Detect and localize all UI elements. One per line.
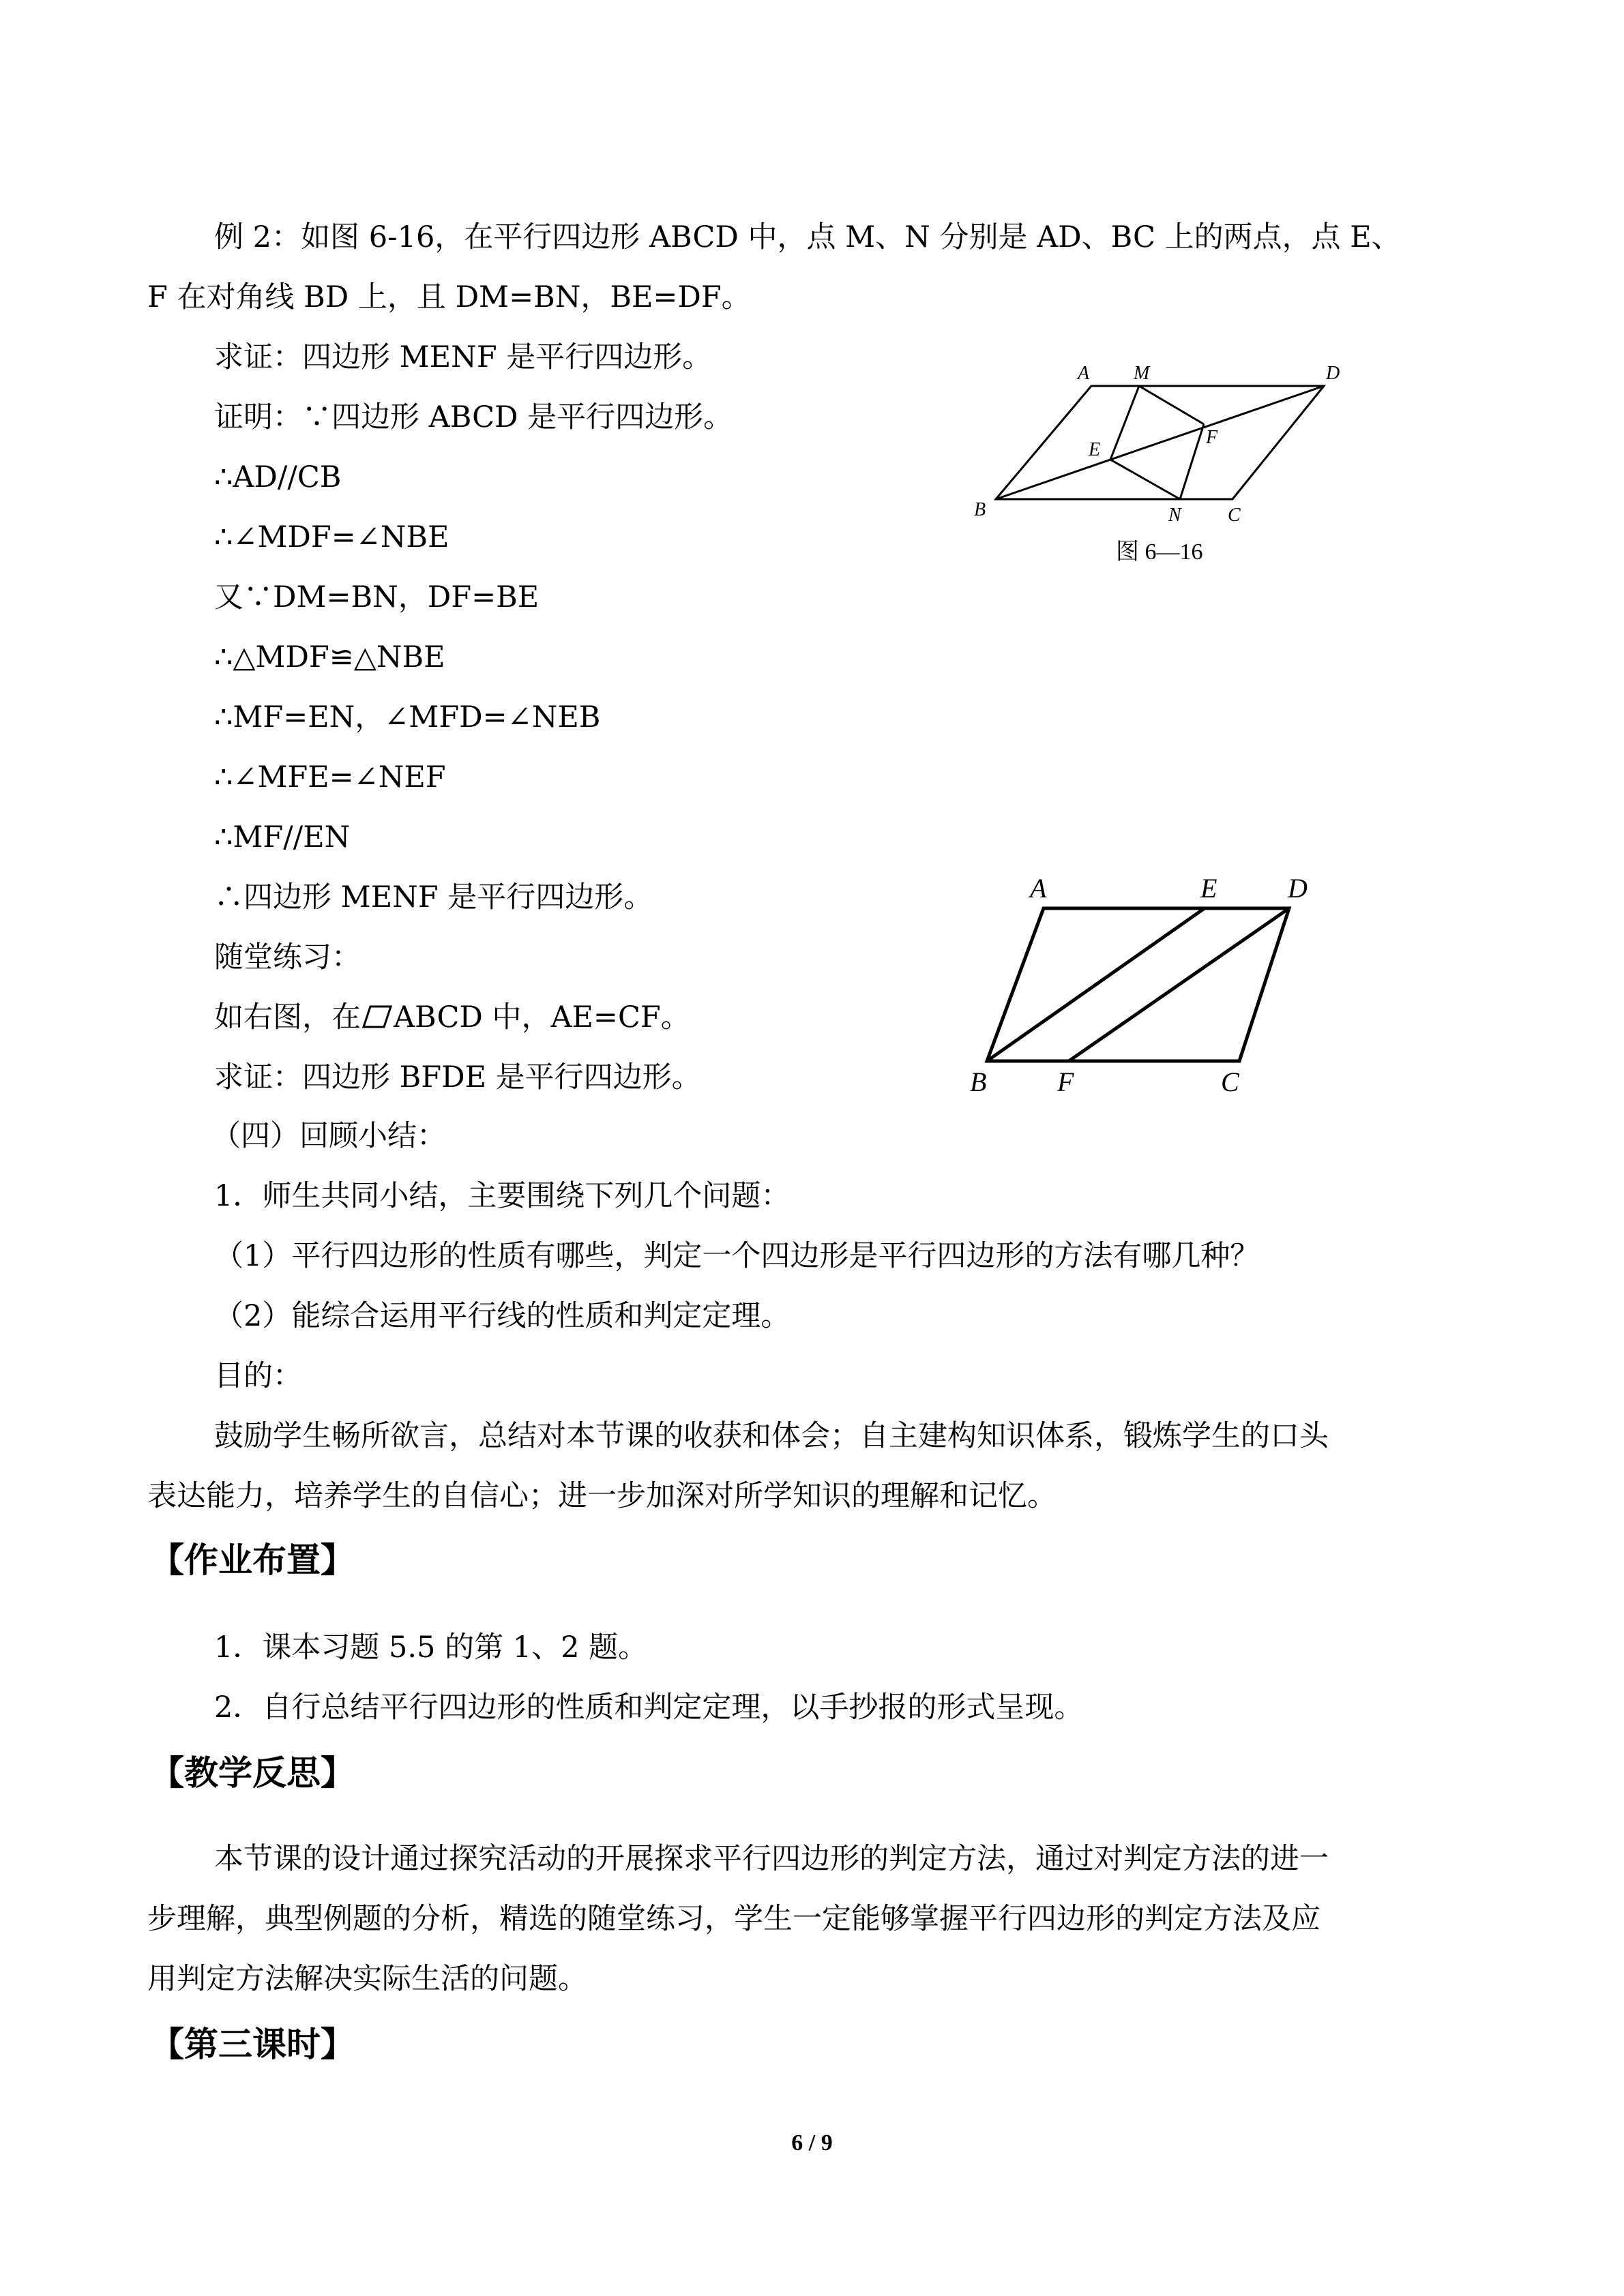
practice-line-1 xyxy=(214,997,690,1038)
proof-line: ∴MF//EN xyxy=(214,820,351,854)
proof-line: ∴AD//CB xyxy=(214,460,342,494)
review-sub-2: （2）能综合运用平行线的性质和判定定理。 xyxy=(214,1299,791,1333)
purpose-title: 目的： xyxy=(214,1359,302,1393)
proof-line: ∴四边形 MENF 是平行四边形。 xyxy=(214,880,653,914)
reflection-line-2: 步理解，典型例题的分析，精选的随堂练习，学生一定能够掌握平行四边形的判定方法及应 xyxy=(147,1902,1320,1936)
proof-line: ∴MF=EN，∠MFD=∠NEB xyxy=(214,700,601,734)
purpose-line-2: 表达能力，培养学生的自信心；进一步加深对所学知识的理解和记忆。 xyxy=(147,1479,1057,1513)
example-line-2: F 在对角线 BD 上，且 DM=BN，BE=DF。 xyxy=(147,280,751,314)
proof-line: ∴∠MDF=∠NBE xyxy=(214,520,449,554)
homework-item-1: 1．课本习题 5.5 的第 1、2 题。 xyxy=(214,1630,648,1665)
label-M: M xyxy=(1134,363,1150,384)
review-item-1: 1．师生共同小结，主要围绕下列几个问题： xyxy=(214,1179,791,1213)
figure-practice xyxy=(962,866,1344,1105)
label-N: N xyxy=(1168,505,1181,526)
label-F: F xyxy=(1057,1067,1074,1097)
reflection-line-3: 用判定方法解决实际生活的问题。 xyxy=(147,1962,587,1996)
proof-line: ∴△MDF≌△NBE xyxy=(214,640,445,674)
label-B: B xyxy=(974,499,986,520)
practice-text: 如右图，在 xyxy=(214,1000,361,1034)
label-A: A xyxy=(1030,873,1047,904)
practice-text: ABCD 中，AE=CF。 xyxy=(394,1000,690,1034)
example-prove: 求证：四边形 MENF 是平行四边形。 xyxy=(214,340,712,374)
label-F: F xyxy=(1206,427,1218,448)
label-E: E xyxy=(1200,873,1217,904)
parallelogram-icon xyxy=(362,1004,392,1030)
reflection-line-1: 本节课的设计通过探究活动的开展探求平行四边形的判定方法，通过对判定方法的进一 xyxy=(214,1842,1329,1876)
third-lesson-heading: 【第三课时】 xyxy=(150,2025,355,2064)
example-line-1: 例 2：如图 6-16，在平行四边形 ABCD 中，点 M、N 分别是 AD、BC 上的两点，点 E、 xyxy=(214,220,1401,254)
review-sub-1: （1）平行四边形的性质有哪些，判定一个四边形是平行四边形的方法有哪几种？ xyxy=(214,1239,1260,1273)
label-B: B xyxy=(970,1067,987,1097)
purpose-line-1: 鼓励学生畅所欲言，总结对本节课的收获和体会；自主建构知识体系，锻炼学生的口头 xyxy=(214,1419,1329,1453)
homework-item-2: 2．自行总结平行四边形的性质和判定定理，以手抄报的形式呈现。 xyxy=(214,1690,1084,1725)
figure-6-16 xyxy=(962,355,1357,573)
proof-line: 又∵DM=BN，DF=BE xyxy=(214,580,540,614)
practice-title: 随堂练习： xyxy=(214,940,361,974)
label-C: C xyxy=(1228,505,1241,526)
label-D: D xyxy=(1288,873,1308,904)
label-A: A xyxy=(1078,363,1090,384)
review-title: （四）回顾小结： xyxy=(211,1119,446,1153)
proof-line: 证明：∵四边形 ABCD 是平行四边形。 xyxy=(214,400,733,434)
proof-line: ∴∠MFE=∠NEF xyxy=(214,760,446,794)
reflection-heading: 【教学反思】 xyxy=(150,1753,355,1793)
practice-line-2: 求证：四边形 BFDE 是平行四边形。 xyxy=(214,1060,701,1094)
figure-caption: 图 6—16 xyxy=(1116,539,1203,565)
page-number: 6 / 9 xyxy=(791,2130,833,2156)
label-C: C xyxy=(1221,1067,1239,1097)
label-D: D xyxy=(1326,363,1340,384)
homework-heading: 【作业布置】 xyxy=(150,1540,355,1580)
label-E: E xyxy=(1089,439,1101,460)
